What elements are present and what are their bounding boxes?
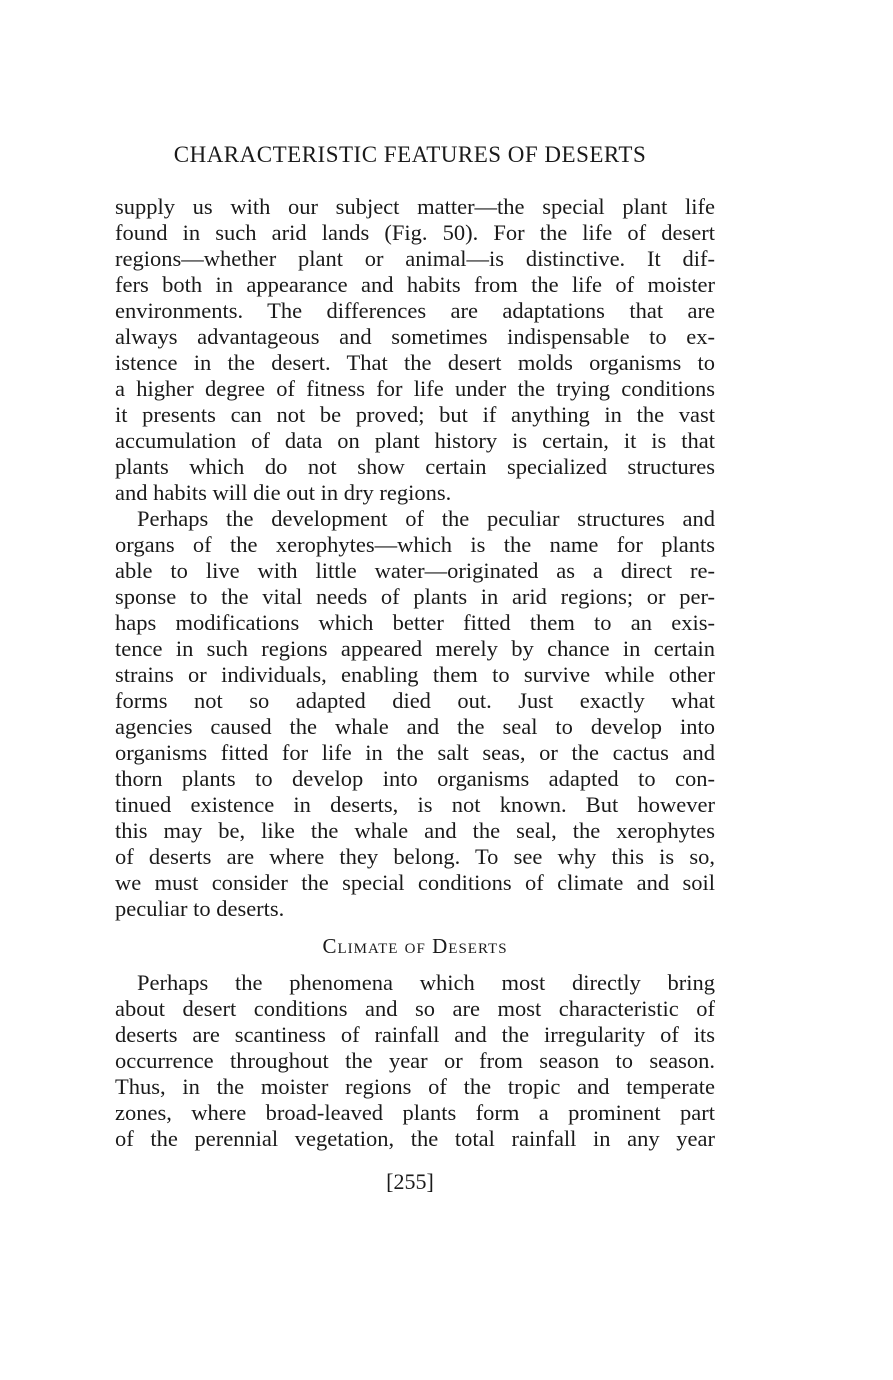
page-number: [255]	[386, 1169, 434, 1194]
text-line: we must consider the special conditions of climate and soil	[115, 870, 715, 895]
text-line: strains or individuals, enabling them to survive while other	[115, 662, 715, 687]
text-line: istence in the desert. That the desert molds organisms to	[115, 350, 715, 375]
text-line: fers both in appearance and habits from the life of moister	[115, 272, 715, 297]
text-line: deserts are scantiness of rainfall and the irregularity of its	[115, 1022, 715, 1047]
text-line: thorn plants to develop into organisms adapted to con-	[115, 766, 715, 791]
text-line: Thus, in the moister regions of the tropic and temperate	[115, 1074, 715, 1099]
text-line: supply us with our subject matter—the special plant life	[115, 194, 715, 219]
text-line: and habits will die out in dry regions.	[115, 480, 452, 505]
running-head: CHARACTERISTIC FEATURES OF DESERTS	[173, 142, 647, 167]
text-line: occurrence throughout the year or from season to season.	[115, 1048, 715, 1073]
text-line: tinued existence in deserts, is not known. But however	[115, 792, 715, 817]
text-line: accumulation of data on plant history is certain, it is that	[115, 428, 715, 453]
text-line: it presents can not be proved; but if anything in the vast	[115, 402, 715, 427]
text-line: about desert conditions and so are most characteristic of	[115, 996, 715, 1021]
text-line: this may be, like the whale and the seal, the xerophytes	[115, 818, 715, 843]
text-line: agencies caused the whale and the seal to develop into	[115, 714, 715, 739]
text-line: organisms fitted for life in the salt seas, or the cactus and	[115, 740, 715, 765]
text-line: peculiar to deserts.	[115, 896, 285, 921]
paragraph-2	[115, 506, 715, 922]
text-line: Perhaps the phenomena which most directly bring	[137, 970, 715, 995]
paragraph-1	[115, 194, 715, 506]
text-line: haps modifications which better fitted them to an exis-	[115, 610, 715, 635]
text-line: regions—whether plant or animal—is distinctive. It dif-	[115, 246, 715, 271]
text-line: of deserts are where they belong. To see why this is so,	[115, 844, 715, 869]
text-line: Perhaps the development of the peculiar structures and	[137, 506, 715, 531]
text-line: found in such arid lands (Fig. 50). For the life of desert	[115, 220, 715, 245]
text-line: sponse to the vital needs of plants in arid regions; or per-	[115, 584, 715, 609]
text-line: zones, where broad-leaved plants form a prominent part	[115, 1100, 715, 1125]
text-line: forms not so adapted died out. Just exactly what	[115, 688, 715, 713]
paragraph-3	[115, 970, 715, 1152]
text-line: able to live with little water—originated as a direct re-	[115, 558, 715, 583]
text-line: a higher degree of fitness for life under the trying conditions	[115, 376, 715, 401]
text-line: plants which do not show certain specialized structures	[115, 454, 715, 479]
section-heading: Climate of Deserts	[322, 934, 508, 958]
text-line: organs of the xerophytes—which is the name for plants	[115, 532, 715, 557]
text-line: environments. The differences are adaptations that are	[115, 298, 715, 323]
text-line: tence in such regions appeared merely by chance in certain	[115, 636, 715, 661]
text-line: of the perennial vegetation, the total rainfall in any year	[115, 1126, 715, 1151]
text-line: always advantageous and sometimes indispensable to ex-	[115, 324, 715, 349]
body-text	[115, 194, 715, 1152]
